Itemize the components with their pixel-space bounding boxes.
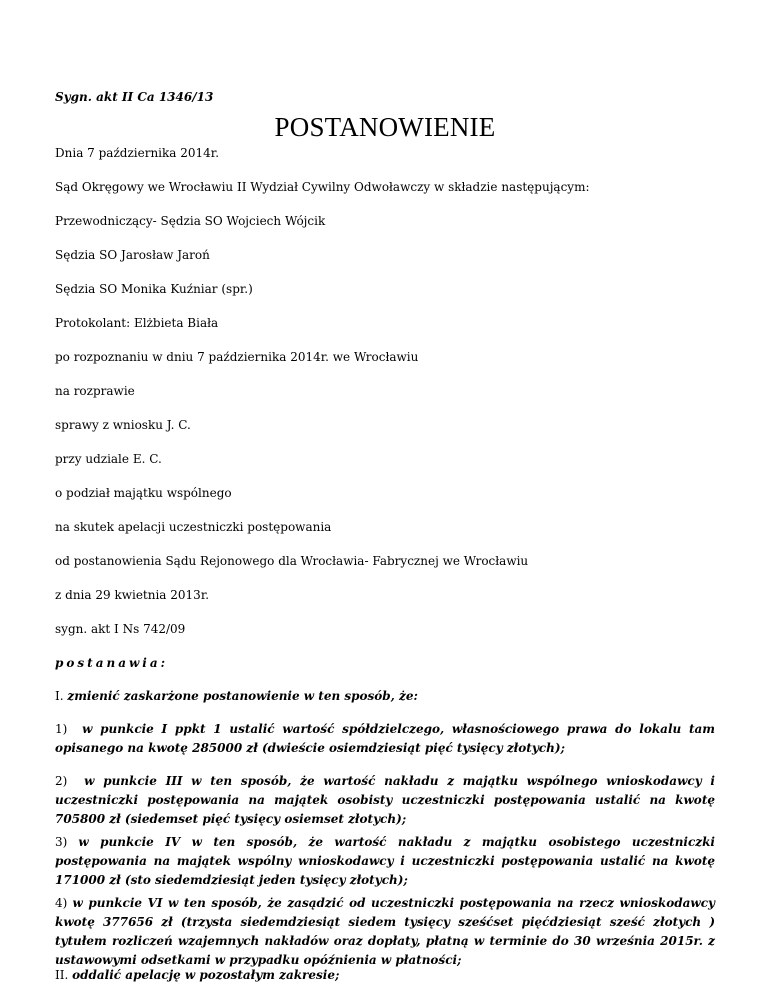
presiding-judge-line: Przewodniczący- Sędzia SO Wojciech Wójcik: [55, 214, 326, 228]
ruling-item-number: 1): [55, 722, 68, 736]
lower-court-line: od postanowienia Sądu Rejonowego dla Wrocławia- Fabrycznej we Wrocławiu: [55, 554, 529, 568]
subject-line: o podział majątku wspólnego: [55, 486, 232, 500]
ruling-item-I: [55, 687, 715, 706]
lower-court-signature-line: sygn. akt I Ns 742/09: [55, 622, 186, 636]
ruling-item-number: 2): [55, 774, 68, 788]
ruling-item-4: [55, 894, 715, 970]
ruling-item-number: I.: [55, 689, 64, 703]
ruling-item-2: [55, 772, 715, 829]
ruling-item-text: w punkcie VI w ten sposób, że zasądzić od uczestniczki postępowania na rzecz wnioskodawcy kwotę 377656 zł (trzysta siedemdziesiąt siedem tysięcy sześćset pięćdziesiąt sześć złotych ) tytułem rozliczeń wzajemnych nakładów oraz dopłaty, płatną w terminie do 30 września 2015r. z ustawowymi odsetkami w przypadku opóźnienia w płatności;: [55, 896, 715, 967]
decision-heading: postanawia:: [55, 656, 169, 670]
ruling-item-text: w punkcie IV w ten sposób, że wartość nakładu z majątku osobistego uczestniczki postępowania na majątek wspólny wnioskodawcy i uczestniczki postępowania ustalić na kwotę 171000 zł (sto siedemdziesiąt jeden tysięcy złotych);: [55, 835, 715, 887]
court-line: Sąd Okręgowy we Wrocławiu II Wydział Cywilny Odwoławczy w składzie następującym:: [55, 180, 590, 194]
ruling-item-text: oddalić apelację w pozostałym zakresie;: [72, 968, 340, 982]
ruling-item-number: 3): [55, 835, 68, 849]
date-line: Dnia 7 października 2014r.: [55, 146, 220, 160]
participant-line: przy udziale E. C.: [55, 452, 162, 466]
ruling-item-text: zmienić zaskarżone postanowienie w ten sposób, że:: [67, 689, 418, 703]
hearing-type-line: na rozprawie: [55, 384, 135, 398]
judge-line-1: Sędzia SO Jarosław Jaroń: [55, 248, 210, 262]
ruling-item-text: w punkcie I ppkt 1 ustalić wartość spółdzielczego, własnościowego prawa do lokalu tam opisanego na kwotę 285000 zł (dwieście osiemdziesiąt pięć tysięcy złotych);: [55, 722, 715, 755]
document-title: POSTANOWIENIE: [274, 112, 496, 142]
judge-line-2: Sędzia SO Monika Kuźniar (spr.): [55, 282, 253, 296]
case-signature: Sygn. akt II Ca 1346/13: [55, 90, 214, 104]
hearing-date-line: po rozpoznaniu w dniu 7 października 2014r. we Wrocławiu: [55, 350, 419, 364]
ruling-item-number: II.: [55, 968, 69, 982]
clerk-line: Protokolant: Elżbieta Biała: [55, 316, 219, 330]
lower-court-date-line: z dnia 29 kwietnia 2013r.: [55, 588, 210, 602]
ruling-item-1: [55, 720, 715, 758]
appeal-line: na skutek apelacji uczestniczki postępowania: [55, 520, 332, 534]
applicant-line: sprawy z wniosku J. C.: [55, 418, 191, 432]
ruling-item-3: [55, 833, 715, 890]
ruling-item-II: [55, 966, 715, 985]
ruling-item-number: 4): [55, 896, 68, 910]
ruling-item-text: w punkcie III w ten sposób, że wartość nakładu z majątku wspólnego wnioskodawcy i uczestniczki postępowania na majątek osobisty uczestniczki postępowania ustalić na kwotę 705800 zł (siedemset pięć tysięcy osiemset złotych);: [55, 774, 715, 826]
